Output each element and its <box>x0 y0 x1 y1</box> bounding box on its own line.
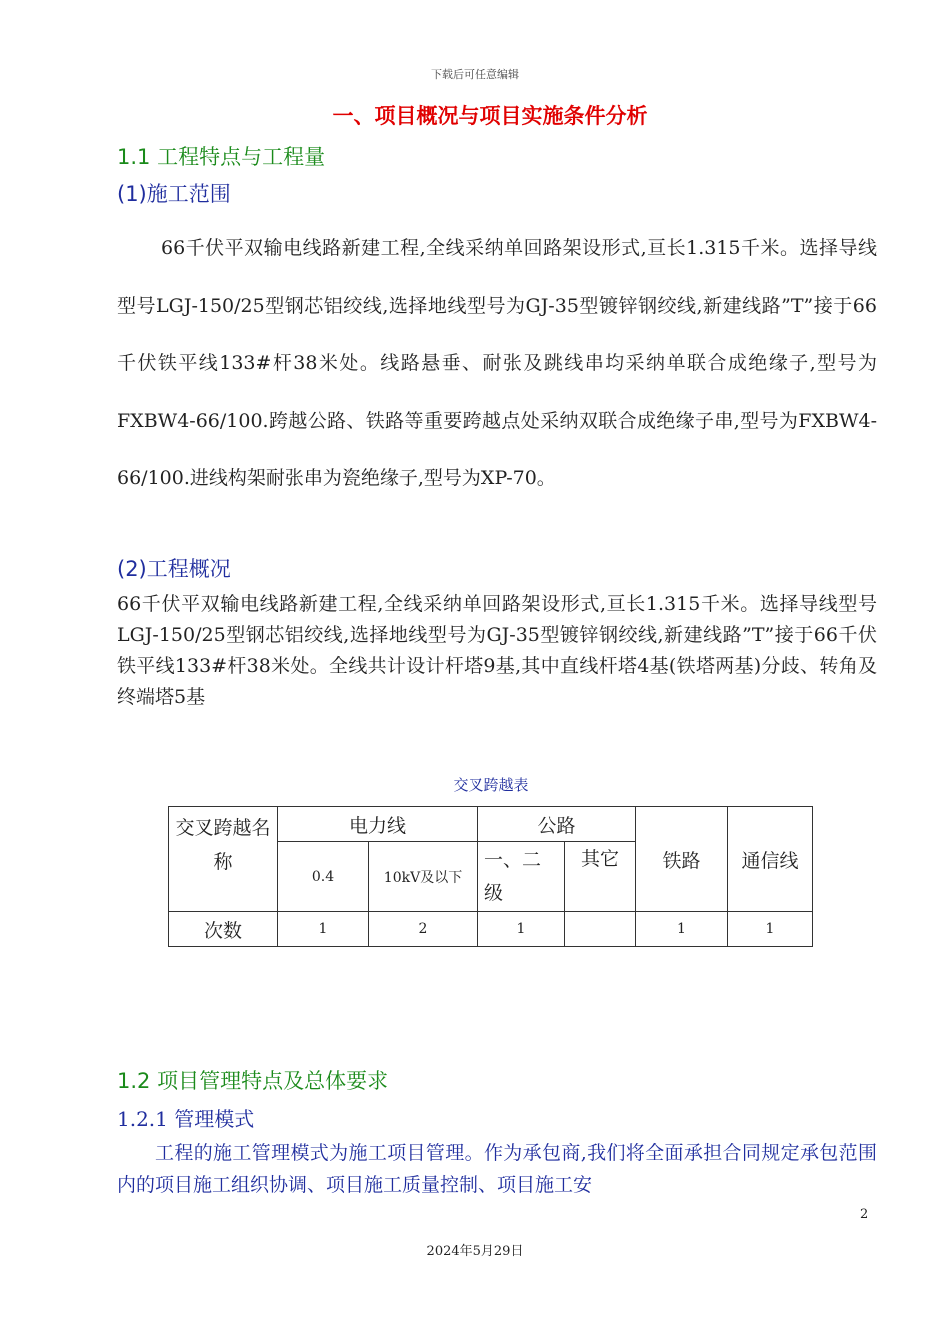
table-subheader-grade-1-2: 一、二级 <box>478 842 565 912</box>
table-header-railway: 铁路 <box>636 807 728 912</box>
table-subheader-other: 其它 <box>565 842 636 912</box>
footer-date: 2024年5月29日 <box>426 1244 524 1259</box>
table-corner-header: 交叉跨越名称 <box>169 807 278 912</box>
table-row-label: 次数 <box>169 912 278 947</box>
table-cell: 1 <box>728 912 813 947</box>
table-cell: 1 <box>278 912 369 947</box>
table-subheader-10kv: 10kV及以下 <box>369 842 478 912</box>
header-note: 下载后可任意编辑 <box>431 68 519 81</box>
page-title: 一、项目概况与项目实施条件分析 <box>332 104 648 128</box>
table-title: 交叉跨越表 <box>453 776 529 794</box>
table-header-road: 公路 <box>478 807 636 842</box>
crossing-table <box>168 806 813 947</box>
paragraph-construction-scope: 66千伏平双输电线路新建工程,全线采纳单回路架设形式,亘长1.315千米。选择导线型号LGJ-150/25型钢芯铝绞线,选择地线型号为GJ-35型镀锌钢绞线,新建线路”T”接于66千伏铁平线133#杆38米处。线路悬垂、耐张及跳线串均采纳单联合成绝缘子,型号为FXBW4-66/100.跨越公路、铁路等重要跨越点处采纳双联合成绝缘子串,型号为FXBW4-66/100.进线构架耐张串为瓷绝缘子,型号为XP-70。 <box>117 237 877 489</box>
subheading-project-overview: (2)工程概况 <box>117 557 231 581</box>
paragraph-project-overview: 66千伏平双输电线路新建工程,全线采纳单回路架设形式,亘长1.315千米。选择导线型号LGJ-150/25型钢芯铝绞线,选择地线型号为GJ-35型镀锌钢绞线,新建线路”T”接于66千伏铁平线133#杆38米处。全线共计设计杆塔9基,其中直线杆塔4基(铁塔两基)分歧、转角及终端塔5基 <box>117 593 877 708</box>
table-header-telecom: 通信线 <box>728 807 813 912</box>
section-heading-1-2: 1.2 项目管理特点及总体要求 <box>117 1069 389 1093</box>
table-subheader-0-4: 0.4 <box>278 842 369 912</box>
section-heading-1-1: 1.1 工程特点与工程量 <box>117 145 326 169</box>
subheading-construction-scope: (1)施工范围 <box>117 182 231 206</box>
table-cell: 1 <box>478 912 565 947</box>
paragraph-management-mode: 工程的施工管理模式为施工项目管理。作为承包商,我们将全面承担合同规定承包范围内的项目施工组织协调、项目施工质量控制、项目施工安 <box>117 1142 877 1196</box>
table-cell: 1 <box>636 912 728 947</box>
table-cell: 2 <box>369 912 478 947</box>
table-cell <box>565 912 636 947</box>
subheading-management-mode: 1.2.1 管理模式 <box>117 1107 255 1131</box>
table-header-power-line: 电力线 <box>278 807 478 842</box>
page-number: 2 <box>860 1207 869 1222</box>
